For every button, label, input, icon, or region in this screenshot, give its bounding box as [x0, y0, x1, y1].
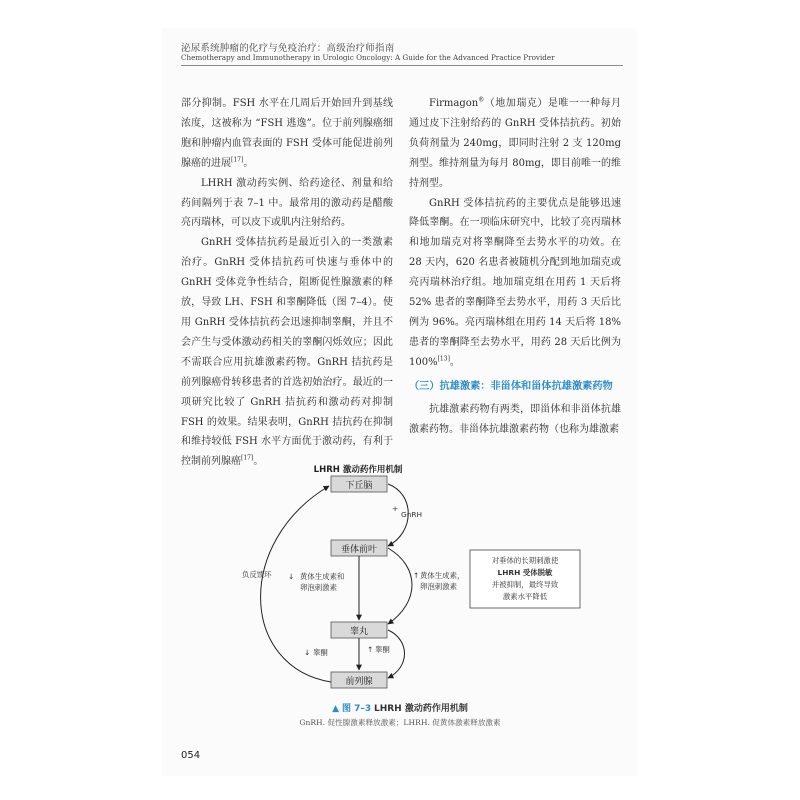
prostate-label: 前列腺: [345, 677, 373, 687]
diagram-title: LHRH 激动药作用机制: [313, 465, 403, 475]
testosterone-right-label: 睾酮: [375, 645, 390, 654]
hypothalamus-box: [331, 476, 387, 492]
paragraph: [181, 233, 393, 472]
note-line: 对垂体的长期刺激使: [491, 556, 559, 565]
paragraph-text: GnRH 受体拮抗药的主要优点是能够迅速降低睾酮。在一项临床研究中，比较了亮丙瑞林和地加瑞克对将睾酮降至去势水平的功效。在 28 天内，620 名患者被随机分配到地加瑞克或亮丙瑞林治疗组。地加瑞克组在用药 1 天后将 52% 患者的睾酮降至去势水平，用药 3 天后比例为 96%。亮丙瑞林组在用药 14 天后将 18% 患者的睾酮降至去势水平，用药 28 天后比例为 100%: [409, 197, 621, 368]
note-line: 并被抑制，最终导致: [491, 580, 559, 589]
paragraph: [181, 94, 393, 174]
up-arrow-icon: ↑: [413, 571, 420, 580]
punctuation: 。: [449, 356, 460, 368]
header-divider: [181, 65, 623, 66]
paragraph-text: 部分抑制。FSH 水平在几周后开始回升到基线浓度，这被称为 “FSH 逃逸”。位于前列腺癌细胞和肿瘤内血管表面的 FSH 受体可能促进前列腺癌的进展: [181, 98, 393, 169]
figure-abbreviation-note: GnRH. 促性腺激素释放激素；LHRH. 促黄体激素释放激素: [299, 718, 501, 727]
note-line: 激素水平降低: [502, 592, 548, 601]
testosterone-left-label: 睾酮: [313, 648, 328, 657]
hypothalamus-label: 下丘脑: [345, 481, 373, 491]
brand-name: Firmagon: [429, 98, 479, 109]
testosterone-curve-arrow: [388, 630, 405, 678]
figure-marker-icon: ▲: [332, 704, 340, 714]
right-text-column: [409, 94, 621, 439]
paragraph: [181, 174, 393, 234]
plus-sign: +: [392, 504, 399, 513]
paragraph: [409, 194, 621, 373]
punctuation: 。: [253, 456, 264, 468]
lhrh-mechanism-diagram: [220, 462, 600, 702]
registered-mark: ®: [478, 96, 485, 104]
paragraph-text: GnRH 受体拮抗药是最近引入的一类激素治疗。GnRH 受体拮抗药可快速与垂体中的 GnRH 受体竞争性结合，阻断促性腺激素的释放，导致 LH、FSH 和睾酮降低（图 7–4）。使用 GnRH 受体拮抗药会迅速抑制睾酮，并且不会产生与受体激动药相关的睾酮闪烁效应；因此不需联合应用抗雄激素药物。GnRH 拮抗药是前列腺癌骨转移患者的首选初始治疗。最近的一项研究比较了 GnRH 拮抗药和激动药对抑制 FSH 的效果。结果表明，GnRH 拮抗药在抑制和维持较低 FSH 水平方面优于激动药，有利于控制前列腺癌: [181, 237, 393, 468]
figure-caption: [0, 701, 800, 714]
testis-label: 睾丸: [349, 627, 369, 637]
gnrh-label: GnRH: [401, 510, 423, 519]
citation: [13]: [437, 355, 450, 363]
figure-title: LHRH 激动药作用机制: [373, 704, 468, 714]
running-header-english: Chemotherapy and Immunotherapy in Urologic Oncology: A Guide for the Advanced Practice Provider: [181, 53, 555, 62]
right-lh-label-line1: 黄体生成素，: [420, 571, 465, 580]
prostate-box: [331, 672, 387, 688]
pituitary-box: [331, 540, 387, 556]
right-lh-label-line2: 卵泡刺激素: [420, 582, 457, 591]
lh-fsh-label-line1: 黄体生成素和: [300, 572, 345, 581]
page-number: 054: [181, 750, 201, 761]
paragraph-text: LHRH 激动药实例、给药途径、剂量和给药间隔列于表 7–1 中。最常用的激动药是醋酸亮丙瑞林，可以皮下或肌内注射给药。: [181, 177, 393, 229]
running-header-chinese: 泌尿系统肿瘤的化疗与免疫治疗：高级治疗师指南: [181, 43, 395, 54]
note-line: LHRH 受体脱敏: [497, 568, 553, 577]
paragraph: [409, 400, 621, 440]
pituitary-lh-arrow: [388, 548, 412, 624]
testis-box: [331, 622, 387, 638]
section-heading: （三）抗雄激素：非甾体和甾体抗雄激素药物: [409, 380, 613, 392]
down-arrow-icon: ↓: [288, 572, 295, 581]
up-arrow-icon: ↑: [367, 645, 374, 654]
paragraph-text: （地加瑞克）是唯一一种每月通过皮下注射给药的 GnRH 受体拮抗药。初始负荷剂量为 240mg，即同时注射 2 支 120mg 剂型。维持剂量为每月 80mg，即目前唯一的维持剂型。: [409, 98, 621, 189]
figure-label: 图 7–3: [341, 704, 372, 714]
lh-fsh-label-line2: 卵泡刺激素: [300, 583, 337, 592]
paragraph-text: 抗雄激素药物有两类，即甾体和非甾体抗雄激素药物。非甾体抗雄激素药物（也称为雄激素: [409, 403, 621, 435]
citation: [17]: [231, 156, 244, 164]
paragraph: [409, 94, 621, 194]
down-arrow-icon: ↓: [304, 648, 311, 657]
negative-feedback-label: 负反馈环: [242, 570, 272, 579]
note-box: [470, 550, 580, 608]
punctuation: 。: [243, 157, 254, 169]
pituitary-label: 垂体前叶: [340, 545, 378, 555]
left-text-column: [181, 94, 393, 472]
citation: [17]: [241, 454, 254, 462]
